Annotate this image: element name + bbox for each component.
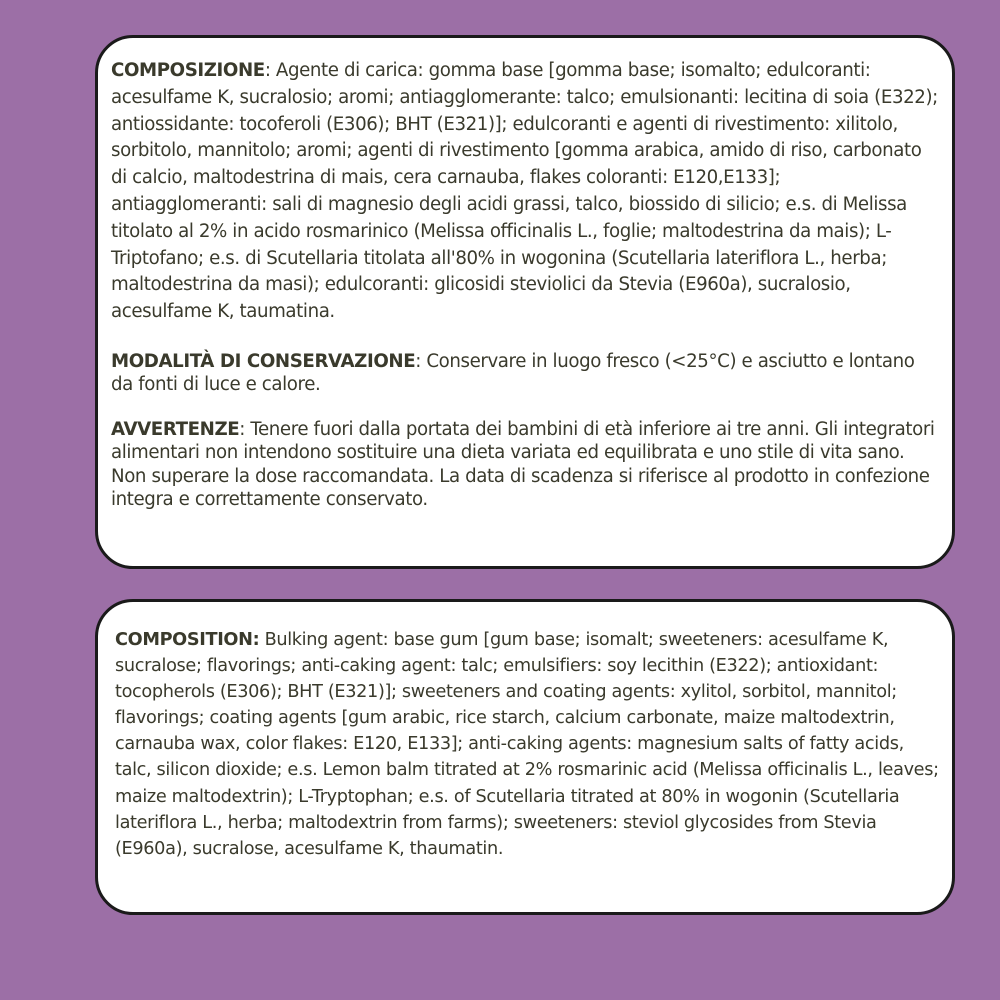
warnings-text-it: : Tenere fuori dalla portata dei bambini di età inferiore ai tre anni. Gli integratori alimentari non intendono sostituire una dieta variata ed equilibrata e uno stile di vita sano. Non superare la dose raccomandata. La data di scadenza si riferisce al prodotto in confezione integra e correttamente conservato.: [111, 418, 935, 511]
english-label-card: [95, 599, 955, 915]
warnings-paragraph-it: [111, 418, 940, 512]
composition-text-en: Bulking agent: base gum [gum base; isomalt; sweeteners: acesulfame K, sucralose; flavorings; anti-caking agent: talc; emulsifiers: soy lecithin (E322); antioxidant: tocopherols (E306); BHT (E321)]; sweeteners and coating agents: xylitol, sorbitol, mannitol; flavorings; coating agents [gum arabic, rice starch, calcium carbonate, maize maltodextrin, carnauba wax, color flakes: E120, E133]; anti-caking agents: magnesium salts of fatty acids, talc, silicon dioxide; e.s. Lemon balm titrated at 2% rosmarinic acid (Melissa officinalis L., leaves; maize maltodextrin); L-Tryptophan; e.s. of Scutellaria titrated at 80% in wogonin (Scutellaria lateriflora L., herba; maltodextrin from farms); sweeteners: steviol glycosides from Stevia (E960a), sucralose, acesulfame K, thaumatin.: [115, 630, 939, 859]
storage-heading-it: MODALITÀ DI CONSERVAZIONE: [111, 350, 416, 372]
composition-paragraph-it: [111, 58, 940, 326]
composition-heading-it: COMPOSIZIONE: [111, 60, 265, 81]
composition-heading-en: COMPOSITION:: [115, 630, 260, 650]
storage-paragraph-it: [111, 350, 940, 397]
italian-label-card: [95, 35, 955, 569]
composition-paragraph-en: [115, 627, 940, 862]
composition-text-it: : Agente di carica: gomma base [gomma base; isomalto; edulcoranti: acesulfame K, sucralosio; aromi; antiagglomerante: talco; emulsionanti: lecitina di soia (E322); antiossidante: tocoferoli (E306); BHT (E321)]; edulcoranti e agenti di rivestimento: xilitolo, sorbitolo, mannitolo; aromi; agenti di rivestimento [gomma arabica, amido di riso, carbonato di calcio, maltodestrina di mais, cera carnauba, flakes coloranti: E120,E133]; antiagglomeranti: sali di magnesio degli acidi grassi, talco, biossido di silicio; e.s. di Melissa titolato al 2% in acido rosmarinico (Melissa officinalis L., foglie; maltodestrina da mais); L-Triptofano; e.s. di Scutellaria titolata all'80% in wogonina (Scutellaria lateriflora L., herba; maltodestrina da masi); edulcoranti: glicosidi steviolici da Stevia (E960a), sucralosio, acesulfame K, taumatina.: [111, 60, 938, 323]
warnings-heading-it: AVVERTENZE: [111, 418, 240, 440]
storage-text-it: : Conservare in luogo fresco (<25°C) e asciutto e lontano da fonti di luce e calore.: [111, 350, 915, 396]
